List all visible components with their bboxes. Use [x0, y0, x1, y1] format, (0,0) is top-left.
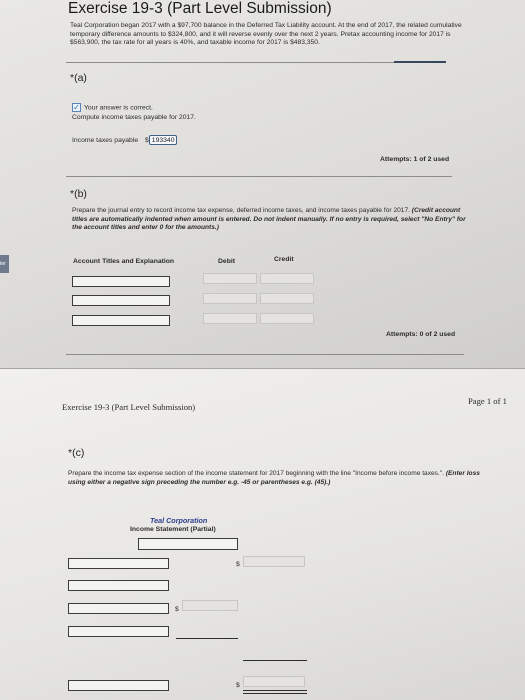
total-line: [243, 660, 307, 661]
col-credit: Credit: [274, 256, 294, 263]
account-title-select-2[interactable]: [72, 295, 170, 306]
statement-line-5-select[interactable]: [68, 680, 169, 691]
statement-line-4-select[interactable]: [68, 626, 169, 637]
credit-input-3[interactable]: [260, 313, 314, 324]
divider: [66, 176, 452, 177]
correct-message: Your answer is correct.: [84, 104, 153, 112]
divider: [66, 354, 464, 355]
print-heading: Exercise 19-3 (Part Level Submission): [62, 402, 196, 412]
statement-line-5-amount[interactable]: [243, 676, 305, 687]
part-c-prompt-text: Prepare the income tax expense section of the income statement for 2017 beginning with the line "Income before income taxes.".: [68, 470, 444, 477]
page-number: Page 1 of 1: [468, 396, 507, 406]
part-c-prompt-instructions: (Enter loss using either a negative sign preceding the number e.g. -45 or parentheses e.g. (45).): [68, 470, 480, 486]
statement-title: Income Statement (Partial): [130, 526, 216, 533]
income-taxes-payable-label: Income taxes payable: [72, 137, 139, 144]
income-taxes-payable-input[interactable]: 193340: [149, 135, 178, 145]
divider: [66, 62, 444, 63]
part-a-prompt: Compute income taxes payable for 2017.: [72, 114, 196, 121]
income-taxes-payable-row: [72, 135, 177, 145]
account-title-select-1[interactable]: [72, 276, 170, 287]
part-b-prompt: [72, 207, 472, 233]
checkmark-icon: ✓: [73, 103, 80, 112]
double-underline-1: [243, 690, 307, 691]
part-a-label: *(a): [70, 72, 87, 84]
debit-input-2[interactable]: [203, 293, 257, 304]
part-b-label: *(b): [70, 188, 87, 200]
statement-line-2-select[interactable]: [68, 580, 169, 591]
statement-line-1-amount[interactable]: [243, 556, 305, 567]
statement-line-1-select[interactable]: [68, 558, 169, 569]
currency-symbol: $: [236, 682, 240, 689]
currency-symbol: $: [145, 137, 149, 144]
correct-feedback: [72, 103, 153, 112]
part-a-attempts: Attempts: 1 of 2 used: [380, 156, 450, 163]
col-account-titles: Account Titles and Explanation: [73, 258, 175, 265]
double-underline-2: [243, 693, 307, 694]
page-title: Exercise 19-3 (Part Level Submission): [68, 0, 332, 17]
credit-input-2[interactable]: [260, 293, 314, 304]
printed-page: [0, 368, 525, 700]
part-c-prompt: [68, 470, 480, 487]
col-debit: Debit: [218, 258, 235, 265]
account-title-select-3[interactable]: [72, 315, 170, 326]
part-b-prompt-text: Prepare the journal entry to record income tax expense, deferred income taxes, and income taxes payable for 2017.: [72, 207, 410, 214]
part-c-label: *(c): [68, 447, 85, 459]
part-b-attempts: Attempts: 0 of 2 used: [386, 331, 456, 338]
statement-line-3-amount[interactable]: [182, 600, 238, 611]
part-b-prompt-instructions: (Credit account titles are automatically indented when amount is entered. Do not indent manually. If no entry is required, select "No Entry" for the account titles and enter 0 for the amounts.): [72, 207, 466, 232]
currency-symbol: $: [236, 561, 240, 568]
debit-input-3[interactable]: [203, 313, 257, 324]
subtotal-line: [176, 638, 238, 639]
problem-statement: Teal Corporation began 2017 with a $97,700 balance in the Deferred Tax Liability account. At the end of 2017, the related cumulative temporary difference amounts to $324,800, and it will reverse evenly over the next 2 years. Pretax accounting income for 2017 is $563,900, the tax rate for all years is 40%, and taxable income for 2017 is $483,350.: [70, 22, 462, 47]
credit-input-1[interactable]: [260, 273, 314, 284]
debit-input-1[interactable]: [203, 273, 257, 284]
company-logo: Teal Corporation: [150, 516, 208, 525]
side-tab[interactable]: ter: [0, 255, 9, 273]
divider-accent: [394, 61, 446, 63]
statement-header-input[interactable]: [138, 538, 238, 550]
currency-symbol: $: [175, 606, 179, 613]
statement-line-3-select[interactable]: [68, 603, 169, 614]
